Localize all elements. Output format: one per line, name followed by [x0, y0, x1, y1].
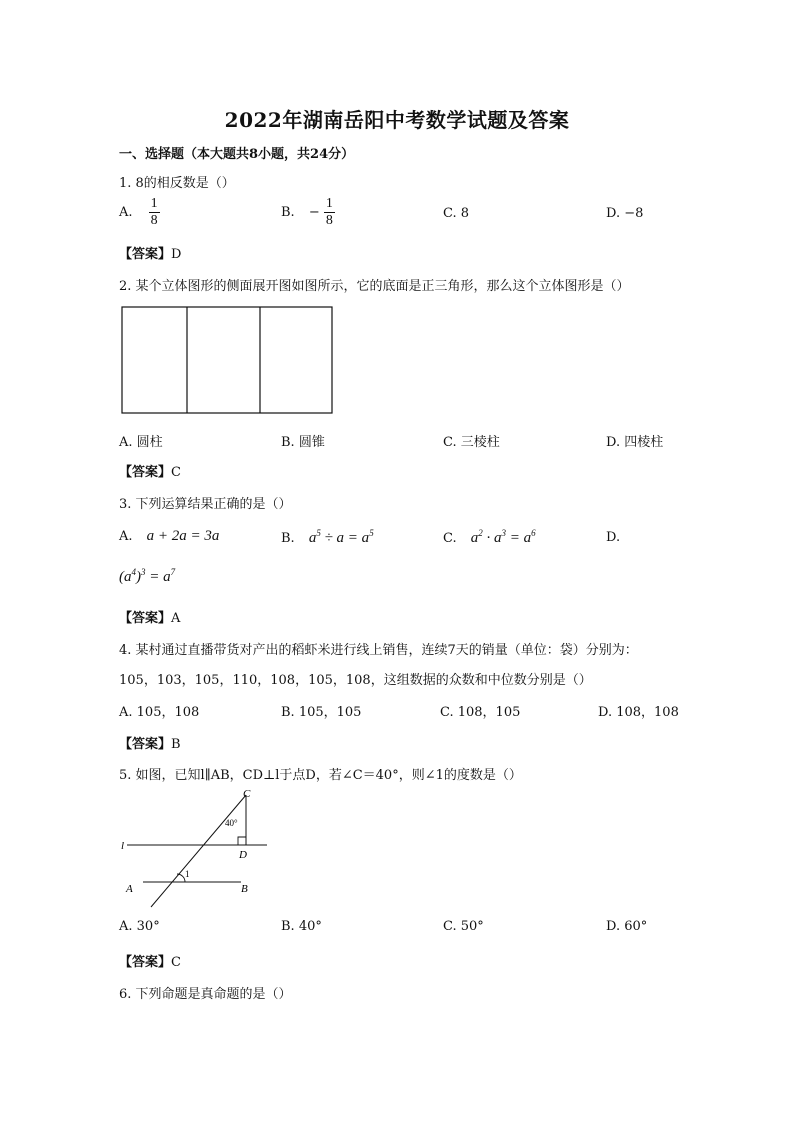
option-d-expression: $(a^4)^3 = a^7$	[119, 567, 176, 585]
fraction-denominator: 8	[150, 213, 158, 228]
question-4-option-b: B. 105，105	[281, 705, 362, 720]
answer-label: 【答案】	[119, 465, 172, 480]
minus-sign: −	[308, 205, 320, 220]
label-angle-1: 1	[185, 869, 190, 879]
fraction-denominator: 8	[325, 213, 333, 228]
question-5-option-b: B. 40°	[281, 919, 322, 934]
label-angle-40: 40°	[225, 818, 238, 828]
section-heading: 一、选择题（本大题共8小题，共24分）	[119, 147, 355, 162]
page-title: 2022年湖南岳阳中考数学试题及答案	[224, 108, 570, 132]
question-4-option-a: A. 105，108	[119, 705, 200, 720]
question-4-option-c: C. 108，105	[440, 705, 521, 720]
net-outer-rect	[122, 307, 332, 413]
answer-value: C	[171, 465, 181, 480]
option-c-expression: $a^2 \cdot a^3 = a^6$	[470, 528, 536, 546]
right-angle-mark	[238, 837, 246, 845]
option-b-label: B.	[281, 205, 295, 220]
option-a-label: A.	[119, 529, 133, 544]
option-b-expression: $a^5 \div a = a^5$	[308, 528, 374, 546]
question-1-option-b	[281, 196, 335, 229]
question-2-answer	[119, 461, 181, 480]
question-1-option-a	[119, 196, 160, 229]
answer-value: C	[171, 955, 181, 970]
fraction-numerator: 1	[150, 196, 158, 211]
label-l: l	[121, 840, 125, 852]
answer-label: 【答案】	[119, 737, 172, 752]
question-3-option-d-expression	[119, 567, 175, 586]
question-2-option-b: B. 圆锥	[281, 435, 325, 450]
question-5-stem: 5. 如图，已知l∥AB，CD⊥l于点D，若∠C＝40°，则∠1的度数是（）	[119, 768, 522, 783]
label-c: C	[243, 788, 251, 800]
question-2-stem: 2. 某个立体图形的侧面展开图如图所示，它的底面是正三角形，那么这个立体图形是（）	[119, 279, 630, 294]
question-5-option-c: C. 50°	[443, 919, 484, 934]
question-3-option-c	[443, 528, 536, 547]
option-b-label: B.	[281, 531, 295, 546]
question-4-stem-line-2: 105，103，105，110，108，105，108，这组数据的众数和中位数分别是（）	[119, 673, 592, 688]
question-1-option-c: C. 8	[443, 206, 470, 221]
question-3-option-b	[281, 528, 374, 547]
question-5-option-a: A. 30°	[119, 919, 160, 934]
fraction	[324, 196, 335, 229]
geometry-figure	[115, 786, 275, 911]
question-6-stem: 6. 下列命题是真命题的是（）	[119, 987, 292, 1002]
answer-label: 【答案】	[119, 955, 172, 970]
answer-value: D	[171, 247, 182, 262]
label-a: A	[126, 883, 133, 895]
answer-label: 【答案】	[119, 611, 172, 626]
question-5-option-d: D. 60°	[606, 919, 648, 934]
question-1-answer	[119, 243, 181, 262]
option-a-expression: a + 2a = 3a	[146, 528, 220, 544]
question-4-answer	[119, 733, 181, 752]
question-4-option-d: D. 108，108	[598, 705, 679, 720]
label-b: B	[241, 883, 248, 895]
question-1-stem: 1. 8的相反数是（）	[119, 176, 235, 191]
question-4-stem-line-1: 4. 某村通过直播带货对产出的稻虾米进行线上销售，连续7天的销量（单位：袋）分别为：	[119, 643, 638, 658]
question-3-option-d: D.	[606, 530, 621, 545]
option-a-label: A.	[119, 205, 133, 220]
answer-value: B	[171, 737, 181, 752]
question-2-option-a: A. 圆柱	[119, 435, 163, 450]
transversal-line	[151, 795, 246, 907]
answer-label: 【答案】	[119, 247, 172, 262]
option-c-label: C.	[443, 531, 457, 546]
question-2-option-c: C. 三棱柱	[443, 435, 500, 450]
question-3-stem: 3. 下列运算结果正确的是（）	[119, 497, 292, 512]
label-d: D	[239, 849, 247, 861]
question-1-option-d: D. −8	[606, 206, 644, 221]
question-5-answer	[119, 951, 181, 970]
fraction-numerator: 1	[325, 196, 333, 211]
fraction	[149, 196, 160, 229]
answer-value: A	[171, 611, 181, 626]
net-figure	[121, 306, 333, 414]
question-2-option-d: D. 四棱柱	[606, 435, 664, 450]
question-3-option-a	[119, 528, 219, 545]
question-3-answer	[119, 607, 180, 626]
